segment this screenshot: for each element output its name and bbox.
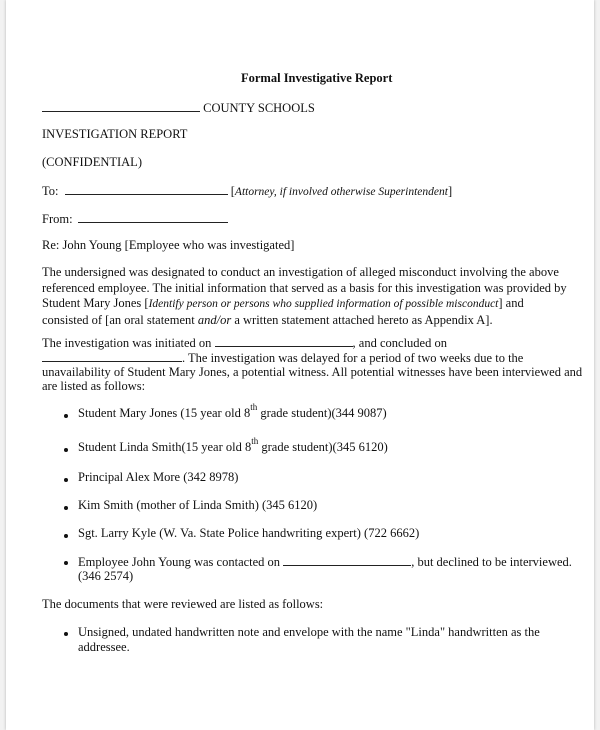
contacted-blank [283,554,411,566]
intro-line-1: The undersigned was designated to conduct an investigation of alleged misconduct involving the above [42,265,559,279]
county-suffix: COUNTY SCHOOLS [203,101,315,115]
report-heading: INVESTIGATION REPORT [42,127,188,141]
witness-text-end: grade student)(345 6120) [258,440,388,454]
witness-sup: th [251,435,259,446]
county-line [42,100,315,116]
county-blank [42,100,200,112]
witness-item [78,435,388,455]
from-label: From: [42,212,73,226]
bullet-icon [64,506,68,510]
to-bracket-close: ] [447,184,453,198]
to-line [42,183,452,200]
re-line: Re: John Young [Employee who was investigated] [42,238,295,252]
confidential-label: (CONFIDENTIAL) [42,155,142,169]
intro-line-2: referenced employee. The initial information that served as a basis for this investigation was provided by [42,280,567,295]
bullet-icon [64,448,68,452]
investigation-line-1-mid: , and concluded on [352,336,447,350]
bullet-icon [64,414,68,418]
witness-item: Sgt. Larry Kyle (W. Va. State Police handwriting expert) (722 6662) [78,526,420,540]
investigation-line-1-start: The investigation was initiated on [42,336,212,350]
intro-line-3-italic: Identify person or persons who supplied information of possible misconduct [148,298,499,310]
document-page [6,0,594,730]
concluded-blank [42,350,182,362]
to-label: To: [42,184,59,198]
intro-paragraph [42,265,567,328]
witness-text-end: grade student)(344 9087) [257,406,387,420]
intro-line-3-end: ] and [498,296,524,310]
intro-line-4-start: consisted of [an oral statement [42,312,198,327]
witness-text: Student Mary Jones (15 year old 8 [78,406,251,420]
witness-item [78,554,572,570]
intro-line-4-italic: and/or [197,312,232,327]
initiated-blank [215,335,353,347]
witness-6-start: Employee John Young was contacted on [78,555,281,569]
intro-line-3 [42,296,552,313]
to-note: Attorney, if involved otherwise Superintendent [234,186,448,198]
document-title: Formal Investigative Report [241,71,393,85]
witness-text: Student Linda Smith(15 year old 8 [78,440,252,454]
to-blank [65,183,228,195]
witness-6-phone: (346 2574) [78,569,134,583]
investigation-line-4: are listed as follows: [42,379,146,393]
witness-item: Kim Smith (mother of Linda Smith) (345 6120) [78,498,318,512]
intro-line-4 [42,313,552,329]
investigation-line-3: unavailability of Student Mary Jones, a potential witness. All potential witnesses have been interviewed and [42,365,583,379]
document-item-line-1: Unsigned, undated handwritten note and envelope with the name "Linda" handwritten as the [78,625,540,639]
investigation-line-2-end: . The investigation was delayed for a period of two weeks due to the [182,351,524,365]
bullet-icon [64,478,68,482]
investigation-line-2 [42,350,552,365]
witness-6-end: , but declined to be interviewed. [411,555,572,569]
witness-item: Principal Alex More (342 8978) [78,470,239,484]
to-bracket-open: [ [230,184,235,198]
documents-intro: The documents that were reviewed are listed as follows: [42,597,324,611]
investigation-paragraph [42,335,583,393]
document-item-line-2: addressee. [78,640,130,654]
bullet-icon [64,632,68,636]
witness-item [78,401,387,421]
from-line [42,211,228,227]
intro-line-3-start: Student Mary Jones [ [42,296,149,310]
from-blank [78,211,228,223]
bullet-icon [64,534,68,538]
witness-sup: th [250,401,258,412]
investigation-line-1 [42,335,552,350]
intro-line-4-end: a written statement attached hereto as Appendix A]. [231,312,493,327]
bullet-icon [64,561,68,565]
